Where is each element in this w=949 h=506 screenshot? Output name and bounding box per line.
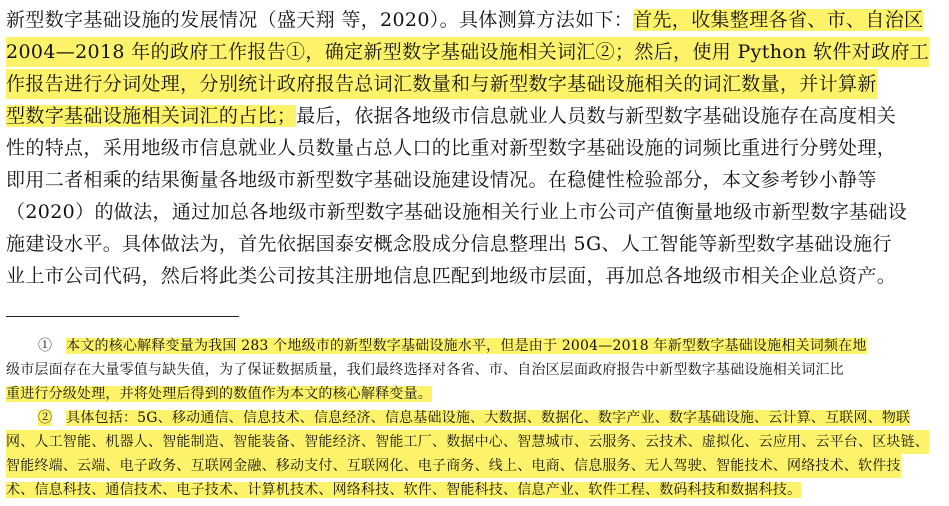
body-line-7: （2020）的做法，通过加总各地级市新型数字基础设施相关行业上市公司产值衡量地级市新型数字基础设: [6, 201, 908, 223]
body-line-8: 施建设水平。具体做法为，首先依据国泰安概念股成分信息整理出 5G、人工智能等新型数字基础设施行: [6, 233, 892, 255]
body-line-2: 2004—2018 年的政府工作报告①，确定新型数字基础设施相关词汇②；然后，使用 Python 软件对政府工: [6, 37, 929, 67]
footnote-2-line-2: 网、人工智能、机器人、智能制造、智能装备、智能经济、智能工厂、数据中心、智慧城市、云服务、云技术、虚拟化、云应用、云平台、区块链、: [6, 430, 929, 454]
highlighted-text: 首先，收集整理各省、市、自治区: [633, 9, 924, 31]
body-text: 新型数字基础设施的发展情况（盛天翔 等，2020）。具体测算方法如下：: [6, 9, 634, 31]
body-line-6: 即用二者相乘的结果衡量各地级市新型数字基础设施建设情况。在稳健性检验部分，本文参考钞小静等: [6, 169, 877, 191]
body-line-9: 业上市公司代码，然后将此类公司按其注册地信息匹配到地级市层面，再加总各地级市相关企业总资产。: [6, 265, 897, 287]
footnote-1-text: 重进行分级处理，并将处理后得到的数值作为本文的核心解释变量。: [6, 386, 432, 402]
footnote-2-line-4: [6, 478, 801, 502]
footnote-1-line-1: [38, 334, 867, 358]
footnote-2-line-1: [38, 406, 910, 430]
footnote-1-line-3: [6, 382, 432, 406]
footnote-1-text: 级市层面存在大量零值与缺失值，为了保证数据质量，我们最终选择对各省、市、自治区层面政府报告中新型数字基础设施相关词汇比: [6, 362, 844, 378]
footnote-1-line-2: [6, 358, 844, 382]
footnote-2-text: 术、信息科技、通信技术、电子技术、计算机技术、网络科技、软件、智能科技、信息产业、软件工程、数码科技和数据科技。: [6, 482, 802, 498]
footnote-2-line-3: 智能终端、云端、电子政务、互联网金融、移动支付、互联网化、电子商务、线上、电商、信息服务、无人驾驶、智能技术、网络技术、软件技: [6, 454, 901, 478]
highlighted-text: 型数字基础设施相关词汇的占比；: [6, 105, 297, 127]
footnote-2-text: 具体包括：5G、移动通信、信息技术、信息经济、信息基础设施、大数据、数据化、数字产业、数字基础设施、云计算、互联网、物联: [66, 410, 911, 426]
body-line-1: [6, 5, 923, 35]
body-line-4: [6, 101, 896, 131]
footnote-1-text: 本文的核心解释变量为我国 283 个地级市的新型数字基础设施水平，但是由于 2004—2018 年新型数字基础设施相关词频在地: [66, 338, 867, 354]
body-line-5: 性的特点，采用地级市信息就业人员数量占总人口的比重对新型数字基础设施的词频比重进行分劈处理，: [6, 137, 897, 159]
footnote-separator: [6, 316, 239, 317]
footnote-1-mark: ①: [38, 338, 53, 354]
body-line-3: 作报告进行分词处理，分别统计政府报告总词汇数量和与新型数字基础设施相关的词汇数量，并计算新: [6, 69, 877, 99]
body-text: 最后，依据各地级市信息就业人员数与新型数字基础设施存在高度相关: [296, 105, 897, 127]
document-page: [6, 0, 943, 506]
footnote-2-mark: ②: [38, 410, 53, 426]
